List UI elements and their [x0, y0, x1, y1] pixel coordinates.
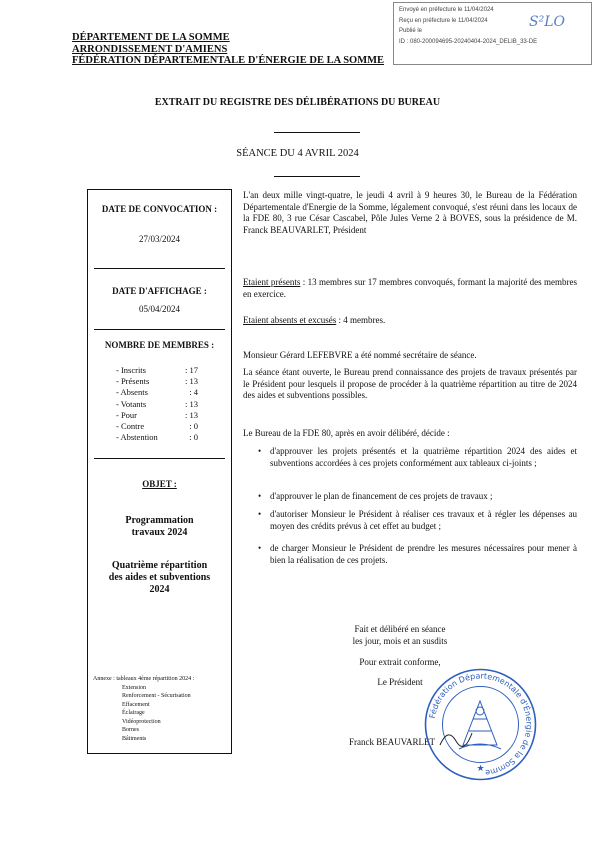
objet-line: 2024	[149, 584, 170, 595]
absents-paragraph	[243, 315, 577, 327]
decision-item: de charger Monsieur le Président de prendre les mesures nécessaires pour mener à bien la réalisation de ces projets.	[270, 543, 577, 565]
convocation-label: DATE DE CONVOCATION :	[101, 204, 218, 214]
seance-divider	[274, 176, 360, 177]
annexe-item: Éclairage	[122, 710, 145, 716]
membres-label: NOMBRE DE MEMBRES :	[104, 340, 215, 350]
stamp-id: ID : 080-200094695-20240404-2024_DELIB_33-DE	[399, 38, 538, 45]
absents-text: : 4 membres.	[336, 315, 386, 325]
decision-item: d'approuver les projets présentés et la quatrième répartition 2024 des aides et subventions accordées à ces projets conformément aux tableaux ci-joints ;	[270, 446, 577, 468]
membre-row: - Votants : 13	[116, 398, 198, 409]
objet-line: travaux 2024	[131, 527, 188, 538]
presents-text: : 13 membres sur 17 membres convoqués, formant la majorité des membres en exercice.	[243, 277, 577, 299]
president-title: Le Président	[377, 677, 423, 687]
header-arrondissement: ARRONDISSEMENT D'AMIENS	[72, 43, 228, 55]
annexe-item: Bâtiments	[122, 735, 147, 742]
separator	[94, 329, 225, 330]
title-divider	[274, 132, 360, 133]
objet-line: Programmation	[125, 515, 194, 526]
seance-date: SÉANCE DU 4 AVRIL 2024	[236, 148, 359, 159]
document-title: EXTRAIT DU REGISTRE DES DÉLIBÉRATIONS DU BUREAU	[154, 97, 441, 108]
seal-star-icon: ★	[476, 763, 485, 773]
annexe-item: Renforcement - Sécurisation	[122, 693, 191, 699]
membres-list	[116, 365, 198, 443]
convocation-date: 27/03/2024	[138, 234, 180, 244]
annexe-item: Extension	[122, 684, 146, 691]
stamp-publie: Publié le	[399, 28, 423, 34]
bullet-icon: •	[258, 446, 262, 456]
bullet-icon: •	[258, 491, 262, 501]
secretaire-paragraph: Monsieur Gérard LEFEBVRE a été nommé secrétaire de séance.	[243, 350, 477, 360]
seal-text: Fédération Départementale d'Énergie de la Somme	[427, 671, 534, 778]
absents-label: Etaient absents et excusés	[243, 315, 337, 325]
decide-paragraph: Le Bureau de la FDE 80, après en avoir délibéré, décide :	[243, 428, 450, 438]
signataire-name: Franck BEAUVARLET	[348, 737, 436, 747]
affichage-label: DATE D'AFFICHAGE :	[112, 286, 207, 296]
annexe-title: Annexe : tableaux 4ème répartition 2024 :	[93, 676, 195, 682]
header-federation: FÉDÉRATION DÉPARTEMENTALE D'ÉNERGIE DE LA SOMME	[72, 55, 385, 66]
intro-paragraph: L'an deux mille vingt-quatre, le jeudi 4 avril à 9 heures 30, le Bureau de la Fédération Départementale d'Energie de la Somme, légalement convoqué, s'est réuni dans les locaux de la FDE 80, 3 rue César Cascabel, Pôle Jules Verne 2 à BOVES, sous la présidence de M. Franck BEAUVARLET, Président	[243, 190, 577, 235]
objet-line: des aides et subventions	[108, 572, 211, 583]
fait-line2: les jour, mois et an susdits	[352, 636, 448, 646]
membre-row: - Contre : 0	[116, 421, 198, 432]
affichage-date: 05/04/2024	[138, 304, 180, 314]
membre-row: - Abstention : 0	[116, 432, 198, 443]
stamp-envoye: Envoyé en préfecture le 11/04/2024	[399, 7, 494, 13]
annexe-list	[93, 675, 194, 743]
annexe-item: Effacement	[122, 701, 150, 708]
presents-label: Etaient présents	[243, 277, 301, 287]
annexe-item: Vidéoprotection	[122, 718, 161, 725]
membre-row: - Inscrits : 17	[116, 365, 198, 375]
membre-row: - Présents : 13	[116, 376, 198, 387]
slo-logo: S²LO	[529, 14, 565, 30]
membre-row: - Pour : 13	[116, 409, 198, 420]
objet-label: OBJET :	[142, 479, 177, 489]
stamp-recu: Reçu en préfecture le 11/04/2024	[399, 17, 488, 24]
bullet-icon: •	[258, 509, 262, 519]
left-sidebar-box	[87, 189, 232, 754]
bullet-icon: •	[258, 543, 262, 553]
extrait-conforme: Pour extrait conforme,	[359, 657, 441, 667]
annexe-item: Bornes	[122, 727, 139, 733]
separator	[94, 458, 225, 459]
decision-item: d'autoriser Monsieur le Président à réaliser ces travaux et à régler les dépenses au moyen des crédits prévus à cet effet au budget ;	[270, 509, 577, 531]
membre-row: - Absents : 4	[116, 387, 198, 398]
presents-paragraph	[243, 277, 577, 300]
header-departement: DÉPARTEMENT DE LA SOMME	[72, 32, 230, 43]
objet-line: Quatrième répartition	[111, 560, 208, 571]
decision-item: d'approuver le plan de financement de ces projets de travaux ;	[270, 491, 493, 501]
seance-paragraph: La séance étant ouverte, le Bureau prend connaissance des projets de travaux présentés par le Président pour lesquels il propose de procéder à la quatrième répartition au titre de 2024 des aides et subventions possibles.	[243, 367, 577, 400]
prefecture-stamp	[393, 2, 592, 65]
document-header	[72, 32, 384, 67]
separator	[94, 268, 225, 269]
fait-line1: Fait et délibéré en séance	[354, 624, 446, 634]
signature-scribble	[438, 725, 478, 750]
